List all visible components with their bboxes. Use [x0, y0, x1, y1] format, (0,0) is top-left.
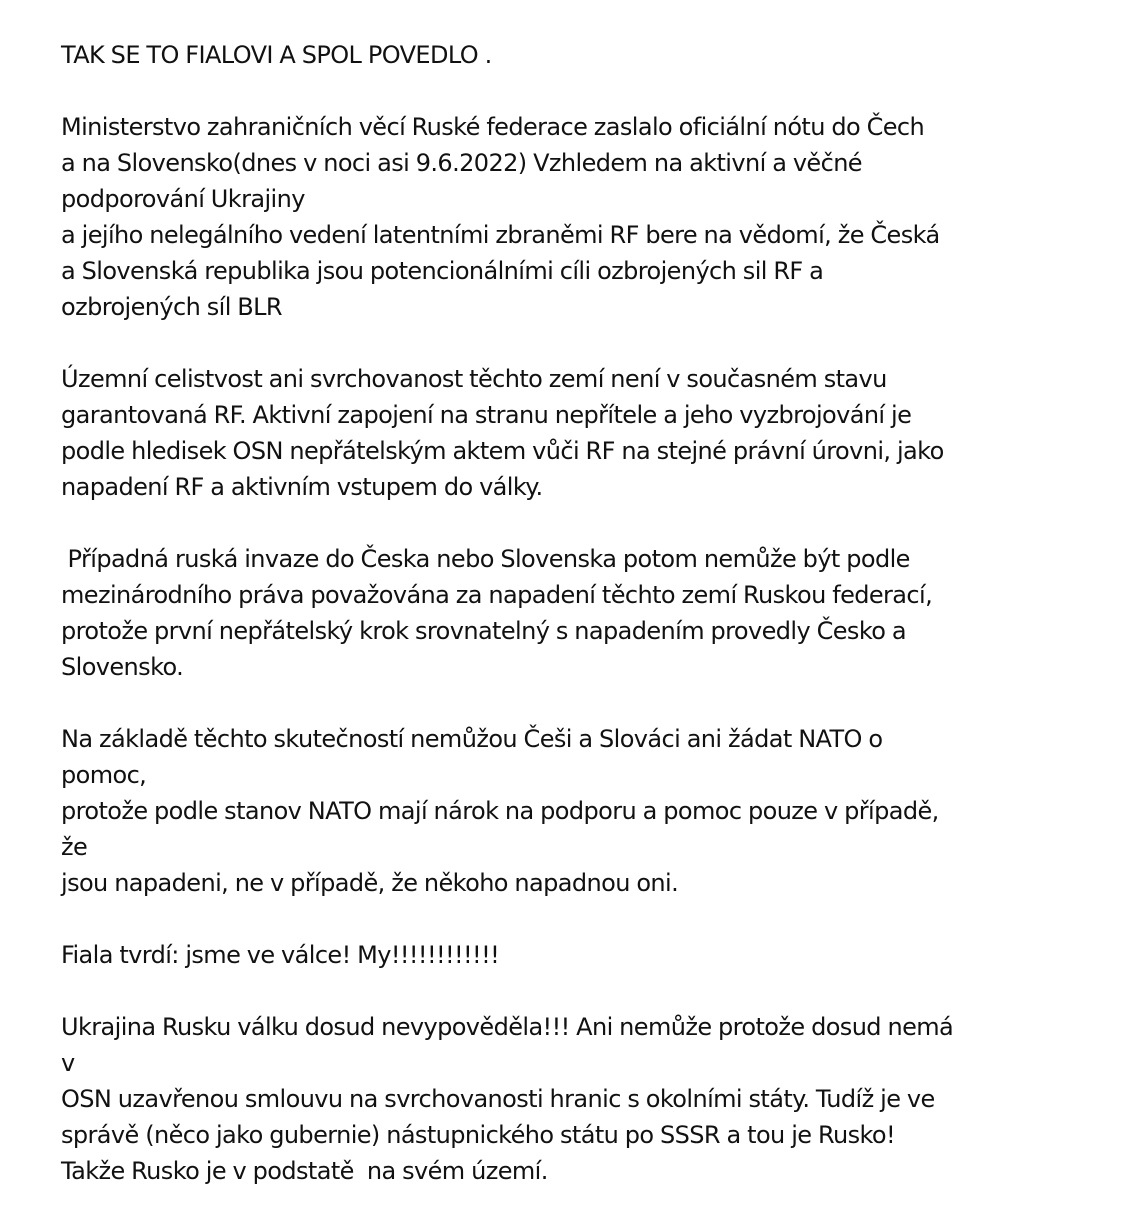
text-line: správě (něco jako gubernie) nástupnického státu po SSSR a tou je Rusko! [61, 1121, 896, 1149]
text-line: ozbrojených síl BLR [61, 293, 283, 321]
text-line: podporování Ukrajiny [61, 185, 305, 213]
blank-line [61, 73, 1061, 109]
blank-line [61, 901, 1061, 937]
text-line: protože první nepřátelský krok srovnatelný s napadením provedly Česko a [61, 617, 906, 645]
text-line: a na Slovensko(dnes v noci asi 9.6.2022) Vzhledem na aktivní a věčné [61, 149, 862, 177]
text-line: Fiala tvrdí: jsme ve válce! My!!!!!!!!!!!! [61, 941, 500, 969]
text-line: Ministerstvo zahraničních věcí Ruské federace zaslalo oficiální nótu do Čech [61, 113, 925, 141]
text-line: Slovensko. [61, 653, 184, 681]
blank-line [61, 685, 1061, 721]
text-line: Na základě těchto skutečností nemůžou Češi a Slováci ani žádat NATO o [61, 725, 883, 753]
title-line: TAK SE TO FIALOVI A SPOL POVEDLO . [61, 41, 492, 69]
blank-line [61, 325, 1061, 361]
blank-line [61, 973, 1061, 1009]
text-line: pomoc, [61, 761, 147, 789]
text-line: a jejího nelegálního vedení latentními zbraněmi RF bere na vědomí, že Česká [61, 221, 940, 249]
text-line: jsou napadeni, ne v případě, že někoho napadnou oni. [61, 869, 679, 897]
text-line: OSN uzavřenou smlouvu na svrchovanosti hranic s okolními státy. Tudíž je ve [61, 1085, 935, 1113]
text-line: mezinárodního práva považována za napadení těchto zemí Ruskou federací, [61, 581, 933, 609]
blank-line [61, 505, 1061, 541]
text-line: že [61, 833, 88, 861]
text-line: protože podle stanov NATO mají nárok na podporu a pomoc pouze v případě, [61, 797, 939, 825]
text-line: napadení RF a aktivním vstupem do války. [61, 473, 543, 501]
text-line: podle hledisek OSN nepřátelským aktem vůči RF na stejné právní úrovni, jako [61, 437, 944, 465]
text-line: a Slovenská republika jsou potencionálními cíli ozbrojených sil RF a [61, 257, 824, 285]
text-line: Ukrajina Rusku válku dosud nevypověděla!!! Ani nemůže protože dosud nemá [61, 1013, 954, 1041]
document-body [61, 37, 1061, 1189]
text-line: garantovaná RF. Aktivní zapojení na stranu nepřítele a jeho vyzbrojování je [61, 401, 912, 429]
text-line: Případná ruská invaze do Česka nebo Slovenska potom nemůže být podle [61, 545, 910, 573]
text-line: v [61, 1049, 75, 1077]
text-line: Územní celistvost ani svrchovanost těchto zemí není v současném stavu [61, 365, 887, 393]
text-line: Takže Rusko je v podstatě na svém území. [61, 1157, 548, 1185]
